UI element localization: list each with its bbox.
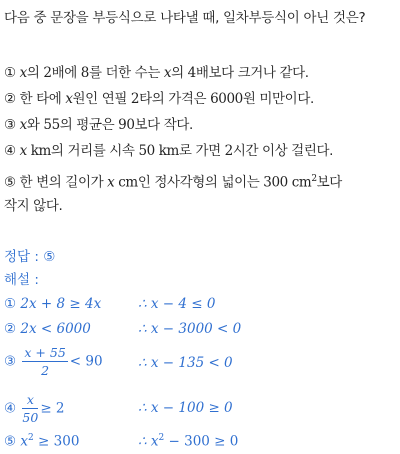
solution-left: 2x + 8 ≥ 4x	[20, 296, 102, 312]
option-2: ② 한 타에 x원인 연필 2타의 가격은 6000원 미만이다.	[4, 91, 314, 107]
fraction	[22, 392, 38, 425]
solution-4	[4, 392, 233, 428]
option-number: ⑤	[4, 174, 16, 191]
fraction	[22, 345, 67, 378]
solution-right: ∴ x − 4 ≤ 0	[138, 296, 216, 312]
solution-number: ④	[4, 400, 17, 417]
option-number: ①	[4, 65, 16, 81]
option-3: ③ x와 55의 평균은 90보다 작다.	[4, 117, 193, 133]
option-5: ⑤ 한 변의 길이가 x cm인 정사각형의 넓이는 300 $cm^2$보다	[4, 174, 342, 191]
fraction-denominator: 50	[22, 410, 39, 425]
solution-left-rest: ≥ 2	[40, 400, 65, 417]
fraction-numerator: x + 55	[24, 345, 66, 360]
solution-left-rest: < 90	[69, 353, 103, 370]
solution-number: ⑤	[4, 433, 17, 450]
option-number: ②	[4, 91, 16, 107]
solution-right: ∴ x − 100 ≥ 0	[138, 400, 233, 416]
solution-number: ①	[4, 296, 17, 312]
variable-x: x	[19, 65, 27, 81]
option-5-line-2: 작지 않다.	[4, 198, 63, 214]
fraction-denominator: 2	[41, 363, 50, 378]
solution-right: ∴ x − 135 < 0	[138, 355, 233, 371]
explanation-label: 해설 :	[4, 272, 39, 288]
solution-2	[4, 321, 242, 337]
solution-3	[4, 345, 233, 385]
solution-left: 2x < 6000	[20, 321, 91, 337]
solution-5: ⑤ $x^2 \ge 300$ ∴ $x^2 - 300 \ge 0$	[4, 433, 239, 450]
solution-number: ③	[4, 353, 17, 370]
solution-right: ∴ $x^2 - 300 \ge 0$	[138, 433, 239, 450]
question-text: 다음 중 문장을 부등식으로 나타낼 때, 일차부등식이 아닌 것은?	[4, 10, 366, 26]
option-number: ④	[4, 143, 16, 159]
option-4: ④ x km의 거리를 시속 50 km로 가면 2시간 이상 걸린다.	[4, 143, 333, 159]
solution-number: ②	[4, 321, 17, 337]
fraction-numerator: x	[22, 392, 38, 409]
option-number: ③	[4, 117, 16, 133]
answer-label: 정답 : ⑤	[4, 249, 56, 265]
solution-right: ∴ x − 3000 < 0	[138, 321, 242, 337]
option-1: ① x의 2배에 8를 더한 수는 x의 4배보다 크거나 같다.	[4, 65, 309, 81]
solution-1	[4, 296, 216, 312]
